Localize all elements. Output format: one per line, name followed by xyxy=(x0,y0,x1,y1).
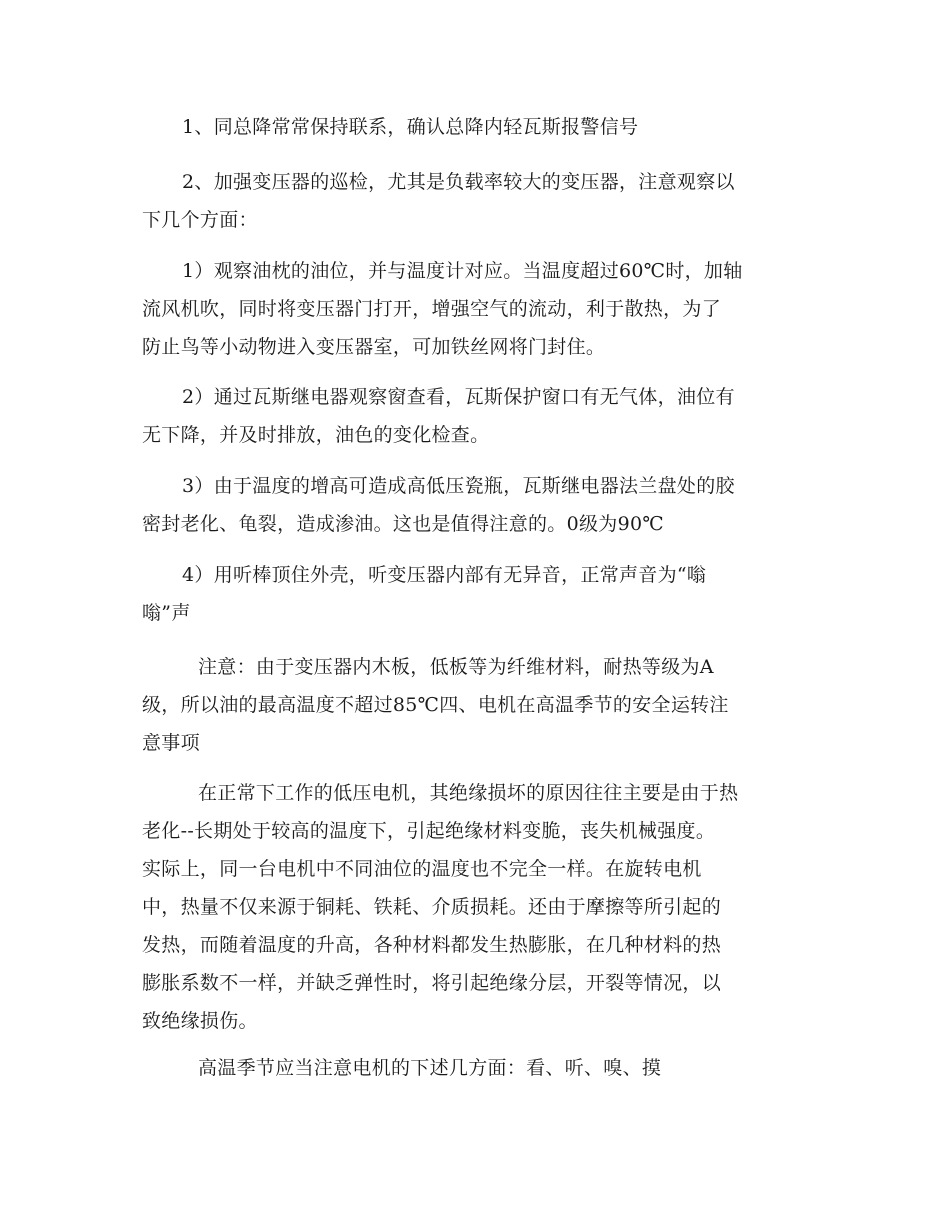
text-line: 下几个方面： xyxy=(142,209,258,231)
paragraph-9 xyxy=(142,1049,810,1087)
paragraph-8 xyxy=(142,774,810,1040)
text-line: 4）用听棒顶住外壳，听变压器内部有无异音，正常声音为“嗡 xyxy=(182,564,707,586)
text-line: 流风机吹，同时将变压器门打开，增强空气的流动，利于散热，为了 xyxy=(142,298,722,320)
text-line: 发热，而随着温度的升高，各种材料都发生热膨胀，在几种材料的热 xyxy=(142,934,722,956)
text-line: 中，热量不仅来源于铜耗、铁耗、介质损耗。还由于摩擦等所引起的 xyxy=(142,896,722,918)
text-line: 1）观察油枕的油位，并与温度计对应。当温度超过60℃时，加轴 xyxy=(182,260,743,282)
text-line: 注意：由于变压器内木板，低板等为纤维材料，耐热等级为A xyxy=(198,656,714,678)
paragraph-1 xyxy=(142,108,810,146)
paragraph-6 xyxy=(142,556,810,632)
text-line: 嗡”声 xyxy=(142,602,191,624)
text-line: 无下降，并及时排放，油色的变化检查。 xyxy=(142,424,490,446)
paragraph-5 xyxy=(142,467,810,543)
text-line: 级，所以油的最高温度不超过85℃四、电机在高温季节的安全运转注 xyxy=(142,694,729,716)
text-line: 意事项 xyxy=(142,732,200,754)
paragraph-4 xyxy=(142,378,810,454)
text-line: 2）通过瓦斯继电器观察窗查看，瓦斯保护窗口有无气体，油位有 xyxy=(182,386,735,408)
text-line: 老化--长期处于较高的温度下，引起绝缘材料变脆，丧失机械强度。 xyxy=(142,820,716,842)
text-line: 3）由于温度的增高可造成高低压瓷瓶，瓦斯继电器法兰盘处的胶 xyxy=(182,475,735,497)
text-line: 在正常下工作的低压电机，其绝缘损坏的原因往往主要是由于热 xyxy=(198,782,739,804)
text-line: 2、加强变压器的巡检，尤其是负载率较大的变压器，注意观察以 xyxy=(182,171,735,193)
text-line: 密封老化、龟裂，造成渗油。这也是值得注意的。0级为90℃ xyxy=(142,513,664,535)
text-line: 实际上，同一台电机中不同油位的温度也不完全一样。在旋转电机 xyxy=(142,858,702,880)
paragraph-3 xyxy=(142,252,810,366)
text-line: 高温季节应当注意电机的下述几方面：看、听、嗅、摸 xyxy=(198,1057,662,1079)
text-line: 防止鸟等小动物进入变压器室，可加铁丝网将门封住。 xyxy=(142,336,606,358)
text-line: 致绝缘损伤。 xyxy=(142,1010,258,1032)
text-line: 1、同总降常常保持联系，确认总降内轻瓦斯报警信号 xyxy=(182,116,639,138)
text-line: 膨胀系数不一样，并缺乏弹性时，将引起绝缘分层，开裂等情况，以 xyxy=(142,972,722,994)
paragraph-2 xyxy=(142,163,810,239)
paragraph-7 xyxy=(142,648,810,762)
